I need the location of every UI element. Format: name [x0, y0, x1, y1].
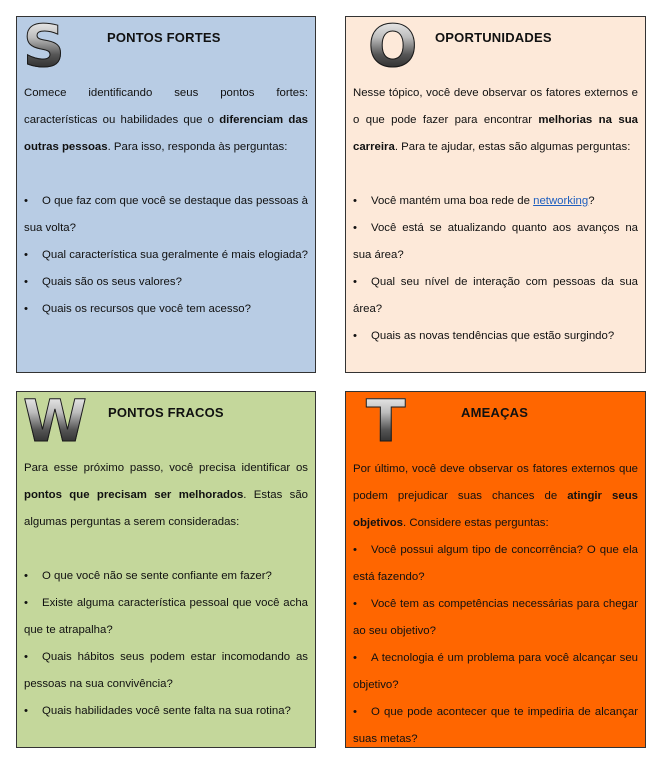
question-item: [353, 645, 638, 699]
question-item: [24, 698, 308, 725]
intro-bold: atingir seus objetivos: [353, 490, 638, 529]
bullet-icon: •: [24, 276, 28, 288]
threats-intro: [353, 456, 638, 537]
letter-o-graphic: O: [368, 16, 418, 80]
bullet-icon: •: [24, 570, 28, 582]
opportunities-body: [353, 80, 638, 350]
question-text: Você está se atualizando quanto aos avanços na sua área?: [353, 222, 638, 261]
question-item: [24, 188, 308, 242]
question-text: Qual característica sua geralmente é mais elogiada?: [42, 249, 308, 261]
question-text: Qual seu nível de interação com pessoas da sua área?: [353, 276, 638, 315]
bullet-icon: •: [24, 303, 28, 315]
question-text: O que você não se sente confiante em fazer?: [42, 570, 272, 582]
opportunities-title: OPORTUNIDADES: [435, 30, 552, 45]
threats-question-list: [353, 537, 638, 748]
bullet-icon: •: [24, 651, 28, 663]
intro-text: Comece identificando seus pontos fortes: características ou habilidades que o: [24, 87, 308, 126]
question-text: Quais hábitos seus podem estar incomodando as pessoas na sua convivência?: [24, 651, 308, 690]
threats-card: [345, 391, 646, 748]
question-item: [24, 296, 308, 323]
bullet-icon: •: [24, 249, 28, 261]
question-text: Quais habilidades você sente falta na sua rotina?: [42, 705, 291, 717]
bullet-icon: •: [353, 544, 357, 556]
bullet-icon: •: [353, 652, 357, 664]
threats-title: AMEAÇAS: [461, 405, 529, 420]
weaknesses-card: [16, 391, 316, 748]
question-text: ?: [588, 195, 595, 207]
question-item: [24, 242, 308, 269]
intro-bold: melhorias na sua carreira: [353, 114, 638, 153]
question-item: [353, 215, 638, 269]
intro-text: . Estas são algumas perguntas a serem consideradas:: [24, 489, 308, 528]
question-item: [24, 563, 308, 590]
question-text: Você mantém uma boa rede de: [371, 195, 534, 207]
intro-text: . Para te ajudar, estas são algumas perguntas:: [394, 141, 631, 153]
bullet-icon: •: [24, 705, 28, 717]
question-text: Existe alguma característica pessoal que você acha que te atrapalha?: [24, 597, 308, 636]
weaknesses-question-list: [24, 563, 308, 725]
bullet-icon: •: [353, 706, 357, 718]
question-item: [353, 591, 638, 645]
opportunities-question-list: [353, 188, 638, 350]
intro-text: . Considere estas perguntas:: [403, 517, 549, 529]
question-item: [353, 537, 638, 591]
question-item: [24, 269, 308, 296]
bullet-icon: •: [24, 195, 28, 207]
opportunities-intro: [353, 80, 638, 161]
question-item: [353, 269, 638, 323]
question-text: Quais as novas tendências que estão surgindo?: [371, 330, 615, 342]
intro-text: Para esse próximo passo, você precisa identificar os: [24, 462, 308, 474]
question-item: [24, 590, 308, 644]
question-item: [24, 644, 308, 698]
letter-w-graphic: W: [23, 391, 87, 455]
intro-bold: pontos que precisam ser melhorados: [24, 489, 244, 501]
question-text: Você possui algum tipo de concorrência? O que ela está fazendo?: [353, 544, 638, 583]
intro-text: Por último, você deve observar os fatores externos que podem prejudicar suas chances de: [353, 463, 638, 502]
bullet-icon: •: [24, 597, 28, 609]
letter-s-graphic: S: [23, 16, 65, 80]
question-text: Quais os recursos que você tem acesso?: [42, 303, 251, 315]
networking-link[interactable]: networking: [533, 195, 589, 207]
threats-body: [353, 456, 638, 748]
bullet-icon: •: [353, 222, 357, 234]
question-item: [353, 188, 638, 215]
opportunities-card: [345, 16, 646, 373]
strengths-title: PONTOS FORTES: [107, 30, 221, 45]
intro-text: . Para isso, responda às perguntas:: [107, 141, 288, 153]
intro-bold: diferenciam das outras pessoas: [24, 114, 308, 153]
bullet-icon: •: [353, 330, 357, 342]
letter-t-graphic: T: [366, 391, 406, 455]
strengths-body: [24, 80, 308, 323]
question-item: [353, 323, 638, 350]
question-item: [353, 699, 638, 748]
intro-text: Nesse tópico, você deve observar os fatores externos e o que pode fazer para encontrar: [353, 87, 638, 126]
bullet-icon: •: [353, 598, 357, 610]
question-text: Você tem as competências necessárias para chegar ao seu objetivo?: [353, 598, 638, 637]
weaknesses-title: PONTOS FRACOS: [108, 405, 224, 420]
bullet-icon: •: [353, 195, 357, 207]
question-text: Quais são os seus valores?: [42, 276, 182, 288]
weaknesses-intro: [24, 455, 308, 536]
bullet-icon: •: [353, 276, 357, 288]
strengths-question-list: [24, 188, 308, 323]
strengths-card: [16, 16, 316, 373]
question-text: A tecnologia é um problema para você alcançar seu objetivo?: [353, 652, 638, 691]
question-text: O que pode acontecer que te impediria de alcançar suas metas?: [353, 706, 638, 745]
strengths-intro: [24, 80, 308, 161]
weaknesses-body: [24, 455, 308, 725]
question-text: O que faz com que você se destaque das pessoas à sua volta?: [24, 195, 308, 234]
